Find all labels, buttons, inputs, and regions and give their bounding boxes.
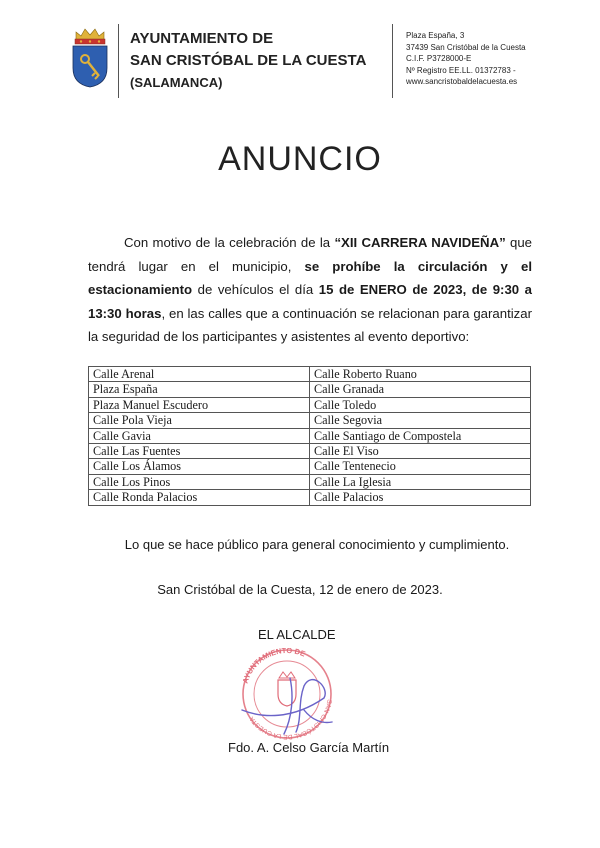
street-cell: Calle Arenal <box>89 367 310 382</box>
body-text-1: Con motivo de la celebración de la <box>124 235 335 250</box>
svg-text:AYUNTAMIENTO DE: AYUNTAMIENTO DE <box>240 648 307 685</box>
body-text-4: , en las calles que a continuación se relacionan para garantizar la seguridad de los participantes y asistentes al evento deportivo: <box>88 305 532 344</box>
table-row <box>89 413 531 428</box>
table-row <box>89 474 531 489</box>
svg-text:SAN CRISTÓBAL DE LA CUESTA: SAN CRISTÓBAL DE LA CUESTA <box>248 698 333 740</box>
event-date-time: 15 de ENERO de 2023, de 9:30 a 13:30 horas <box>88 282 532 321</box>
prohibition-text: se prohíbe la circulación y el estacionamiento <box>88 258 532 297</box>
table-row <box>89 367 531 382</box>
contact-block <box>406 30 526 88</box>
official-stamp-and-signature <box>232 648 342 740</box>
street-cell: Calle Santiago de Compostela <box>310 428 531 443</box>
table-row <box>89 490 531 505</box>
contact-cif: C.I.F. P3728000-E <box>406 54 472 63</box>
contact-website: www.sancristobaldelacuesta.es <box>406 77 518 86</box>
street-cell: Calle Ronda Palacios <box>89 490 310 505</box>
signer-role: EL ALCALDE <box>258 627 336 642</box>
street-cell: Calle Los Pinos <box>89 474 310 489</box>
street-cell: Calle La Iglesia <box>310 474 531 489</box>
streets-table <box>88 366 531 506</box>
street-cell: Calle Tentenecio <box>310 459 531 474</box>
header-divider-right <box>392 24 393 98</box>
table-row <box>89 444 531 459</box>
table-row <box>89 428 531 443</box>
street-cell: Plaza Manuel Escudero <box>89 397 310 412</box>
org-region: (SALAMANCA) <box>130 75 223 90</box>
body-text-3: de vehículos el día <box>192 282 319 297</box>
street-cell: Calle Segovia <box>310 413 531 428</box>
org-name-line1: AYUNTAMIENTO DE <box>130 30 274 47</box>
organization-name <box>130 28 366 94</box>
event-name: “XII CARRERA NAVIDEÑA” <box>334 235 506 250</box>
table-row <box>89 397 531 412</box>
header-divider-left <box>118 24 119 98</box>
body-text-2: que tendrá lugar en el municipio, <box>88 235 532 274</box>
street-cell: Calle Toledo <box>310 397 531 412</box>
table-row <box>89 382 531 397</box>
announcement-body <box>88 231 532 349</box>
org-name-line2: SAN CRISTÓBAL DE LA CUESTA <box>130 52 367 69</box>
contact-registry: Nº Registro EE.LL. 01372783 - <box>406 65 516 75</box>
street-cell: Calle Pola Vieja <box>89 413 310 428</box>
page-title: ANUNCIO <box>218 140 382 178</box>
closing-statement: Lo que se hace público para general conocimiento y cumplimiento. <box>124 537 510 552</box>
street-cell: Calle Los Álamos <box>89 459 310 474</box>
table-row <box>89 459 531 474</box>
contact-postal: 37439 San Cristóbal de la Cuesta <box>406 42 526 52</box>
coat-of-arms-logo <box>70 26 110 88</box>
street-cell: Plaza España <box>89 382 310 397</box>
street-cell: Calle Roberto Ruano <box>310 367 531 382</box>
street-cell: Calle Gavia <box>89 428 310 443</box>
street-cell: Calle El Viso <box>310 444 531 459</box>
street-cell: Calle Las Fuentes <box>89 444 310 459</box>
signer-name: Fdo. A. Celso García Martín <box>228 740 390 755</box>
place-and-date: San Cristóbal de la Cuesta, 12 de enero de 2023. <box>157 582 443 597</box>
street-cell: Calle Palacios <box>310 490 531 505</box>
contact-address: Plaza España, 3 <box>406 31 465 40</box>
street-cell: Calle Granada <box>310 382 531 397</box>
